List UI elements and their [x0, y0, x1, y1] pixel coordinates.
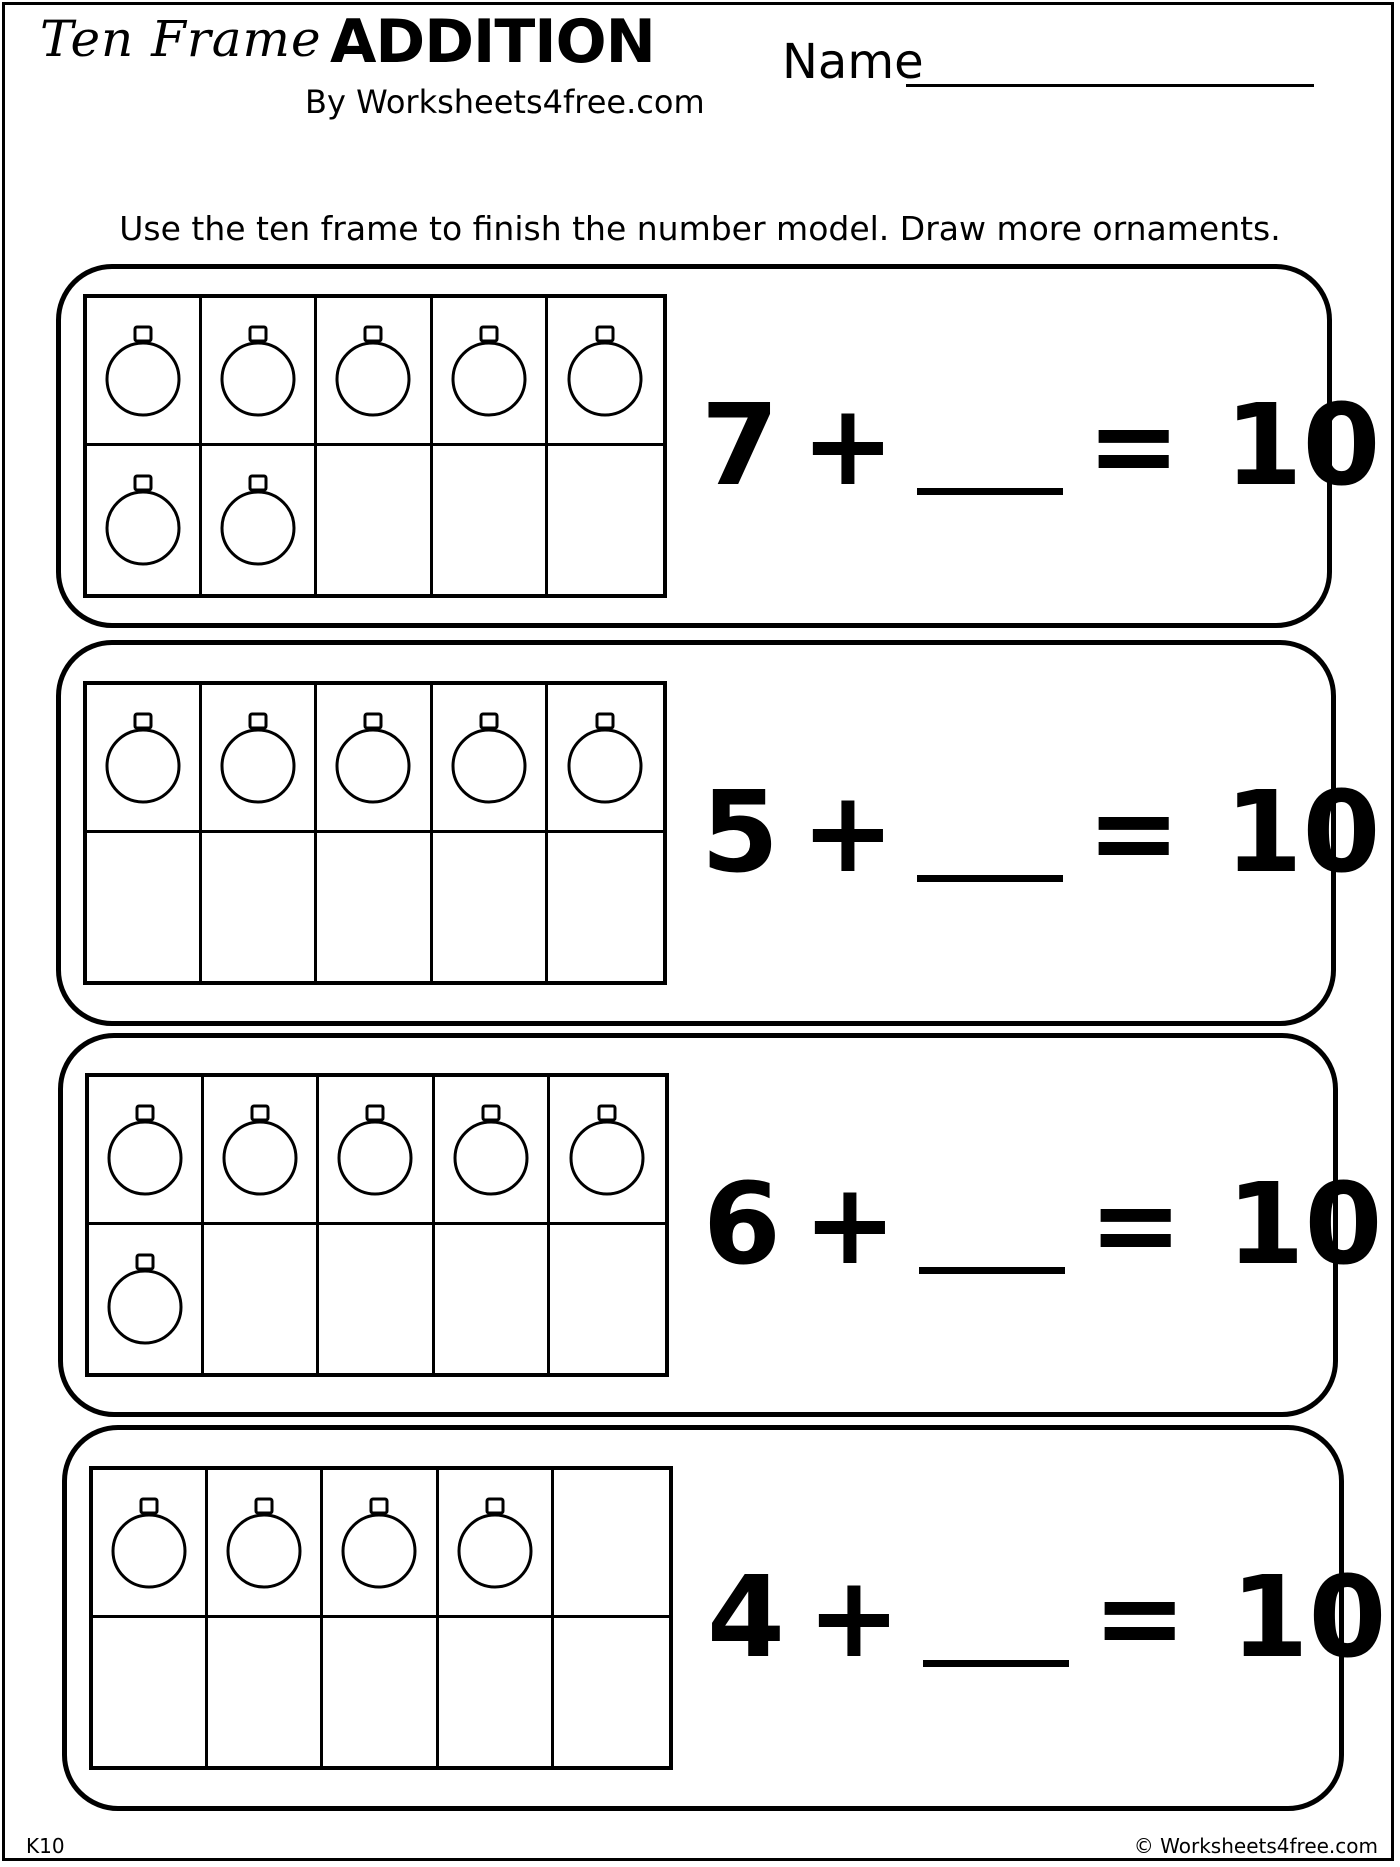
- copyright: © Worksheets4free.com: [1133, 1834, 1378, 1858]
- ornament-icon: [103, 321, 183, 421]
- ten-frame-cell-filled: [317, 685, 432, 833]
- addend: 5: [701, 768, 779, 898]
- ten-frame-cell-filled: [204, 1077, 319, 1225]
- ten-frame-cell-empty[interactable]: [435, 1225, 550, 1373]
- ten-frame-cell-filled: [323, 1470, 438, 1618]
- ornament-icon: [218, 470, 298, 570]
- addend: 7: [701, 381, 779, 511]
- ornament-icon: [567, 1100, 647, 1200]
- instructions: Use the ten frame to finish the number model. Draw more ornaments.: [119, 209, 1281, 248]
- ten-frame-cell-filled: [317, 298, 432, 446]
- title-ten-frame: Ten Frame: [40, 10, 322, 68]
- ten-frame-cell-empty[interactable]: [317, 446, 432, 594]
- ten-frame-cell-filled: [433, 685, 548, 833]
- equals-sign: =: [1092, 1553, 1187, 1683]
- ten-frame-cell-filled: [433, 298, 548, 446]
- ornament-icon: [224, 1493, 304, 1593]
- ten-frame-cell-empty[interactable]: [433, 446, 548, 594]
- ornament-icon: [339, 1493, 419, 1593]
- ten-frame-cell-filled: [87, 298, 202, 446]
- ornament-icon: [451, 1100, 531, 1200]
- ten-frame-cell-filled: [87, 446, 202, 594]
- plus-sign: +: [800, 381, 895, 511]
- equals-sign: =: [1086, 768, 1181, 898]
- sum-total: 10: [1224, 768, 1381, 898]
- ten-frame-cell-filled: [550, 1077, 665, 1225]
- ornament-icon: [333, 708, 413, 808]
- ten-frame-cell-filled: [89, 1077, 204, 1225]
- title-addition: ADDITION: [330, 7, 655, 77]
- ten-frame: [85, 1073, 669, 1377]
- answer-blank[interactable]: [917, 785, 1063, 882]
- equals-sign: =: [1086, 381, 1181, 511]
- equals-sign: =: [1088, 1160, 1183, 1290]
- ten-frame-cell-empty[interactable]: [204, 1225, 319, 1373]
- ornament-icon: [449, 321, 529, 421]
- byline: By Worksheets4free.com: [305, 83, 705, 121]
- ornament-icon: [218, 321, 298, 421]
- sum-total: 10: [1230, 1553, 1387, 1683]
- number-model: [701, 645, 1380, 1021]
- ten-frame-cell-empty[interactable]: [548, 446, 663, 594]
- ten-frame-cell-filled: [87, 685, 202, 833]
- ten-frame-cell-empty[interactable]: [439, 1618, 554, 1766]
- ten-frame-cell-empty[interactable]: [93, 1618, 208, 1766]
- addend: 6: [703, 1160, 781, 1290]
- ten-frame: [89, 1466, 673, 1770]
- ornament-icon: [335, 1100, 415, 1200]
- name-field[interactable]: [906, 84, 1314, 87]
- ten-frame-cell-empty[interactable]: [208, 1618, 323, 1766]
- ten-frame-cell-filled: [319, 1077, 434, 1225]
- ten-frame-cell-empty[interactable]: [433, 833, 548, 981]
- ten-frame-cell-empty[interactable]: [548, 833, 663, 981]
- answer-blank[interactable]: [923, 1570, 1069, 1667]
- name-label: Name: [782, 34, 924, 90]
- plus-sign: +: [806, 1553, 901, 1683]
- ornament-icon: [103, 470, 183, 570]
- ten-frame-cell-empty[interactable]: [550, 1225, 665, 1373]
- sum-total: 10: [1224, 381, 1381, 511]
- ornament-icon: [109, 1493, 189, 1593]
- problem-card: [58, 1033, 1383, 1417]
- ornament-icon: [455, 1493, 535, 1593]
- plus-sign: +: [800, 768, 895, 898]
- problem-card: [56, 640, 1381, 1026]
- ornament-icon: [105, 1249, 185, 1349]
- answer-blank[interactable]: [917, 398, 1063, 495]
- worksheet-code: K10: [26, 1834, 65, 1858]
- ten-frame-cell-filled: [202, 298, 317, 446]
- ornament-icon: [449, 708, 529, 808]
- ten-frame-cell-empty[interactable]: [202, 833, 317, 981]
- ten-frame-cell-empty[interactable]: [317, 833, 432, 981]
- ten-frame-cell-filled: [548, 685, 663, 833]
- plus-sign: +: [802, 1160, 897, 1290]
- ten-frame: [83, 294, 667, 598]
- ten-frame-cell-empty[interactable]: [319, 1225, 434, 1373]
- ten-frame-cell-filled: [439, 1470, 554, 1618]
- ornament-icon: [103, 708, 183, 808]
- ten-frame-cell-empty[interactable]: [554, 1470, 669, 1618]
- ten-frame-cell-empty[interactable]: [87, 833, 202, 981]
- number-model: [707, 1430, 1386, 1806]
- ten-frame-cell-empty[interactable]: [323, 1618, 438, 1766]
- number-model: [703, 1038, 1382, 1412]
- ten-frame-cell-filled: [93, 1470, 208, 1618]
- ten-frame-cell-filled: [89, 1225, 204, 1373]
- ornament-icon: [220, 1100, 300, 1200]
- addend: 4: [707, 1553, 785, 1683]
- ornament-icon: [105, 1100, 185, 1200]
- ornament-icon: [333, 321, 413, 421]
- ornament-icon: [565, 708, 645, 808]
- ten-frame-cell-filled: [208, 1470, 323, 1618]
- ten-frame-cell-filled: [202, 685, 317, 833]
- ten-frame-cell-empty[interactable]: [554, 1618, 669, 1766]
- answer-blank[interactable]: [919, 1177, 1065, 1274]
- ornament-icon: [565, 321, 645, 421]
- ten-frame: [83, 681, 667, 985]
- ten-frame-cell-filled: [202, 446, 317, 594]
- problem-card: [56, 264, 1381, 628]
- number-model: [701, 269, 1380, 623]
- ornament-icon: [218, 708, 298, 808]
- sum-total: 10: [1226, 1160, 1383, 1290]
- ten-frame-cell-filled: [548, 298, 663, 446]
- problem-card: [62, 1425, 1387, 1811]
- ten-frame-cell-filled: [435, 1077, 550, 1225]
